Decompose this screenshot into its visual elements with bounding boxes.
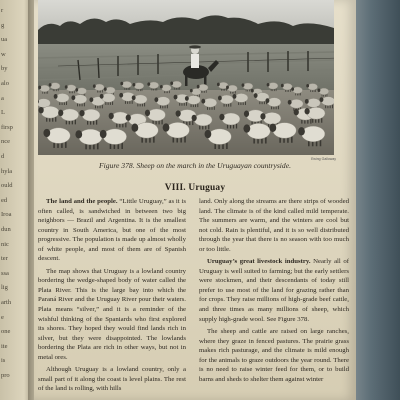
book-spine [352,0,400,400]
section-title: VIII. Uruguay [164,183,226,193]
paragraph-ranches: The sheep and cattle are raised on large ranches, where they graze in fenced pastures. The prairie grass makes rich pasturage, and the climate is mild enough for the animals to graze outdoors the year round. There is no need to raise winter feed for them, or to build barns and sheds to shelter them against winter [199,328,349,383]
left-page-fragment: lig [1,284,8,292]
left-page-fragment: by [1,65,8,73]
left-page-fragment: r [1,7,4,14]
left-page-fragment: ould [1,182,13,190]
left-page-fragment: d [1,153,5,160]
left-page-fragment: L [1,109,5,117]
left-page-fragment: nic [1,240,9,248]
paragraph-text: Nearly all of Uruguay is well suited to farming; but the early settlers were stockmen, and their descendants of today still prefer to use most of the land for grazing rather than for crops. They raise millions of high-grade beef cattle, and three times as many millions of sheep, which supply high-grade wool. See Figure 378. [199,258,350,323]
figure-caption: Figure 378. Sheep on the march in the Uruguayan countryside. [99,161,291,170]
left-page-fragment: ite [1,342,8,350]
paragraph-climate: land. Only along the streams are there strips of wooded land. The climate is of the kind called mild temperate. The summers are warm, and the winters are cool but not cold. Rain is plentiful, and it is so well distributed through the year that there is no season with too much or too little. [199,198,349,253]
left-page-fragment: g [1,21,5,29]
left-page-fragment: one [1,328,11,336]
paragraph-lead: Uruguay’s great livestock industry. [207,258,311,266]
left-page-fragment: Iroa [1,211,12,219]
left-page-fragment: ssa [1,269,9,277]
paragraph-livestock [199,257,349,324]
left-page-fragment: e [1,313,4,321]
sheep-photo-illustration [38,0,334,155]
left-page-fragment: ter [1,255,8,263]
left-page-fragment: ed [1,196,8,204]
paragraph-lowland: Although Uruguay is a lowland country, only a small part of it along the coast is level plains. The rest of the land is rolling, with hills [38,366,186,393]
left-page-fragment: nce [1,138,11,146]
paragraph-land-and-people [38,197,186,264]
left-page-fragment: is [1,357,6,365]
left-page-fragment: firsp [1,123,13,131]
photo-credit: Ewing Galloway [311,157,336,161]
book-page [34,0,356,400]
right-text-column [199,197,349,384]
sheep-photograph [38,0,334,155]
paragraph-map: The map shows that Uruguay is a lowland country bordering the wedge-shaped body of water called the Plata River. This is the large bay into which the Paraná River and the Uruguay River pour their waters. Plata means “silver,” and it is a reminder of the wishful thinking of the Spaniards who first explored its shores. They hoped they would find lands rich in silver, but they were disappointed. The lowlands bordering the Plata are rich in other ways, but not in metal ores. [38,267,186,361]
left-page-fragment: hyla [1,167,13,175]
left-page-fragment: arth [1,299,12,306]
left-page-fragment: ua [1,36,8,44]
left-text-column [38,197,186,394]
left-page-fragment: a [1,94,4,102]
left-facing-page [0,0,30,400]
left-page-fragment: dun [1,226,11,233]
paragraph-lead: The land and the people. [46,198,118,205]
left-page-fragment: w [1,50,6,58]
left-page-fragment: alo [1,80,9,87]
paragraph-text: “Little Uruguay,” as it is often called, is sandwiched in between two big neighbors — Brazil and Argentina. It is the smallest country in South America, but one of the most progressive. The population is made up almost wholly of white people, and most of them are of Spanish descent. [38,198,186,263]
left-page-fragment: pro [1,372,10,379]
